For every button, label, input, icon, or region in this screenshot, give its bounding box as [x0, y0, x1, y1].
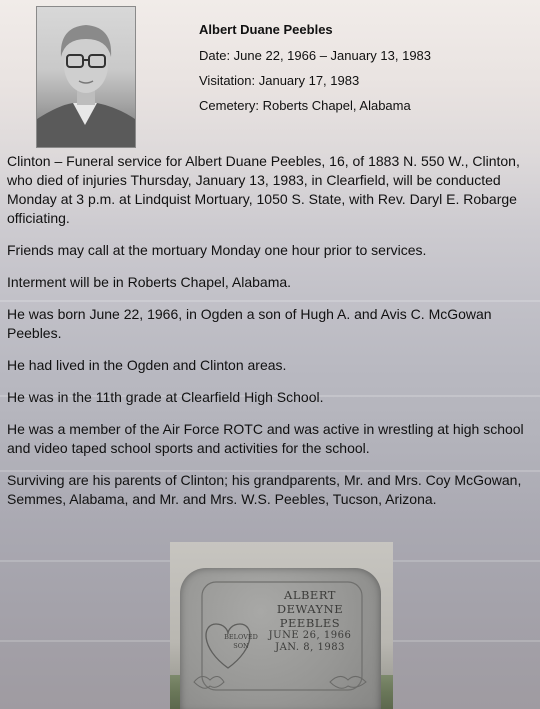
headstone: [180, 568, 381, 709]
deceased-name: Albert Duane Peebles: [199, 22, 333, 37]
headstone-photo: [170, 542, 393, 709]
obituary-paragraph: Surviving are his parents of Clinton; his grandparents, Mr. and Mrs. Coy McGowan, Semmes, Alabama, and Mr. and Mrs. W.S. Peebles, Tucson, Arizona.: [7, 472, 522, 507]
headstone-birth: JUNE 26, 1966: [268, 630, 352, 641]
obituary-text: [7, 152, 535, 522]
heart-line-2: SON: [233, 642, 249, 650]
obituary-paragraph: Clinton – Funeral service for Albert Duane Peebles, 16, of 1883 N. 550 W., Clinton, who died of injuries Thursday, January 13, 1983, in Clearfield, will be conducted Monday at 3 p.m. at Lindquist Mortuary, 1050 S. State, with Rev. Daryl E. Robarge officiating.: [7, 153, 520, 226]
visitation-line: Visitation: January 17, 1983: [199, 73, 360, 88]
portrait-photo: [36, 6, 136, 148]
obituary-paragraph: Friends may call at the mortuary Monday one hour prior to services.: [7, 242, 427, 258]
heart-line-1: BELOVED: [224, 633, 258, 641]
headstone-death: JAN. 8, 1983: [275, 642, 345, 653]
headstone-name: ALBERT DEWAYNE: [276, 588, 344, 616]
obituary-paragraph: He had lived in the Ogden and Clinton areas.: [7, 357, 287, 373]
obituary-paragraph: He was born June 22, 1966, in Ogden a son of Hugh A. and Avis C. McGowan Peebles.: [7, 306, 492, 341]
headstone-surname: PEEBLES: [279, 616, 341, 630]
header-block: [199, 22, 431, 123]
date-line: Date: June 22, 1966 – January 13, 1983: [199, 48, 432, 63]
headstone-inscription: [250, 588, 370, 654]
obituary-paragraph: He was in the 11th grade at Clearfield High School.: [7, 389, 324, 405]
obituary-paragraph: Interment will be in Roberts Chapel, Alabama.: [7, 274, 292, 290]
cemetery-line: Cemetery: Roberts Chapel, Alabama: [199, 98, 411, 113]
obituary-paragraph: He was a member of the Air Force ROTC and was active in wrestling at high school and video taped school sports and activities for the school.: [7, 421, 524, 456]
heart-inscription: [220, 633, 262, 651]
